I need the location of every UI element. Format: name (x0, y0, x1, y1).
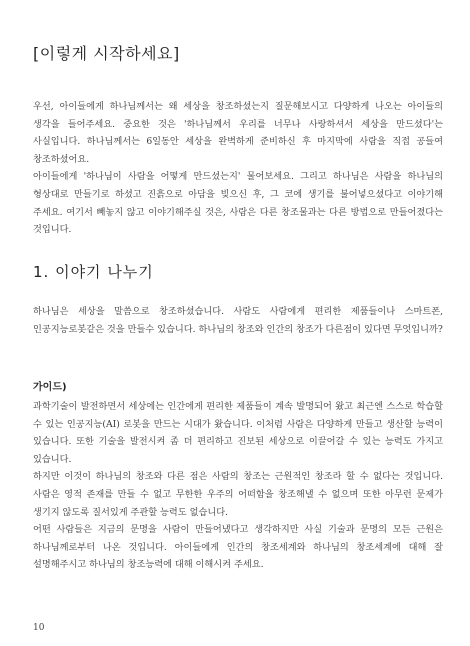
discussion-question: 하나님은 세상을 말씀으로 창조하셨습니다. 사람도 사람에게 편리한 제품들이나 스마트폰, 인공지능로봇같은 것을 만들수 있습니다. 하나님의 창조와 인간의 창조가 다른점이 있다면 무엇입니까? (33, 306, 443, 335)
intro-paragraph: 우선, 아이들에게 하나님께서는 왜 세상을 창조하셨는지 질문해보시고 다양하게 나오는 아이들의 생각을 들어주세요. 중요한 것은 '하나님께서 우리를 너무나 사랑하셔서 세상을 만드셨다'는 사실입니다. 하나님께서는 6일동안 세상을 완벽하게 준비하신 후 마지막에 사람을 직접 공들여 창조하셨어요. (33, 101, 443, 165)
guide-section (33, 398, 443, 574)
guide-paragraph: 어떤 사람들은 지금의 문명을 사람이 만들어냈다고 생각하지만 사실 기술과 문명의 모든 근원은 하나님께로부터 나온 것입니다. 아이들에게 인간의 창조세계와 하나님의 창조세계에 대해 잘 설명해주시고 하나님의 창조능력에 대해 이해시켜 주세요. (33, 524, 443, 571)
guide-paragraph: 하지만 이것이 하나님의 창조와 다른 점은 사람의 창조는 근원적인 창조라 할 수 없다는 것입니다. 사람은 영적 존재를 만들 수 없고 무한한 우주의 어떠함을 창조해낼 수 없으며 또한 아무런 문제가 생기지 않도록 질서있게 주관할 능력도 없습니다. (33, 471, 443, 518)
guide-paragraph: 과학기술이 발전하면서 세상에는 인간에게 편리한 제품들이 계속 발명되어 왔고 최근엔 스스로 학습할 수 있는 인공지능(AI) 로봇을 만드는 시대가 왔습니다. 이처럼 사람은 다양하게 만들고 생산할 능력이 있습니다. 또한 기술을 발전시켜 좀 더 편리하고 진보된 세상으로 이끌어갈 수 있는 능력도 가지고 있습니다. (33, 401, 443, 465)
intro-paragraph: 아이들에게 '하나님이 사람을 어떻게 만드셨는지' 물어보세요. 그리고 하나님은 사람을 하나님의 형상대로 만들기로 하셨고 진흙으로 아담을 빚으신 후, 그 코에 생기를 불어넣으셨다고 이야기해 주세요. 여기서 빼놓지 않고 이야기해주실 것은, 사람은 다른 창조물과는 다른 방법으로 만들어졌다는 것입니다. (33, 171, 443, 236)
guide-heading: 가이드) (33, 382, 67, 393)
section-heading: 1. 이야기 나누기 (33, 263, 154, 281)
section-body (33, 303, 443, 338)
intro-section (33, 98, 443, 239)
page-title: [이렇게 시작하세요] (33, 44, 180, 63)
page-number: 10 (33, 623, 45, 633)
